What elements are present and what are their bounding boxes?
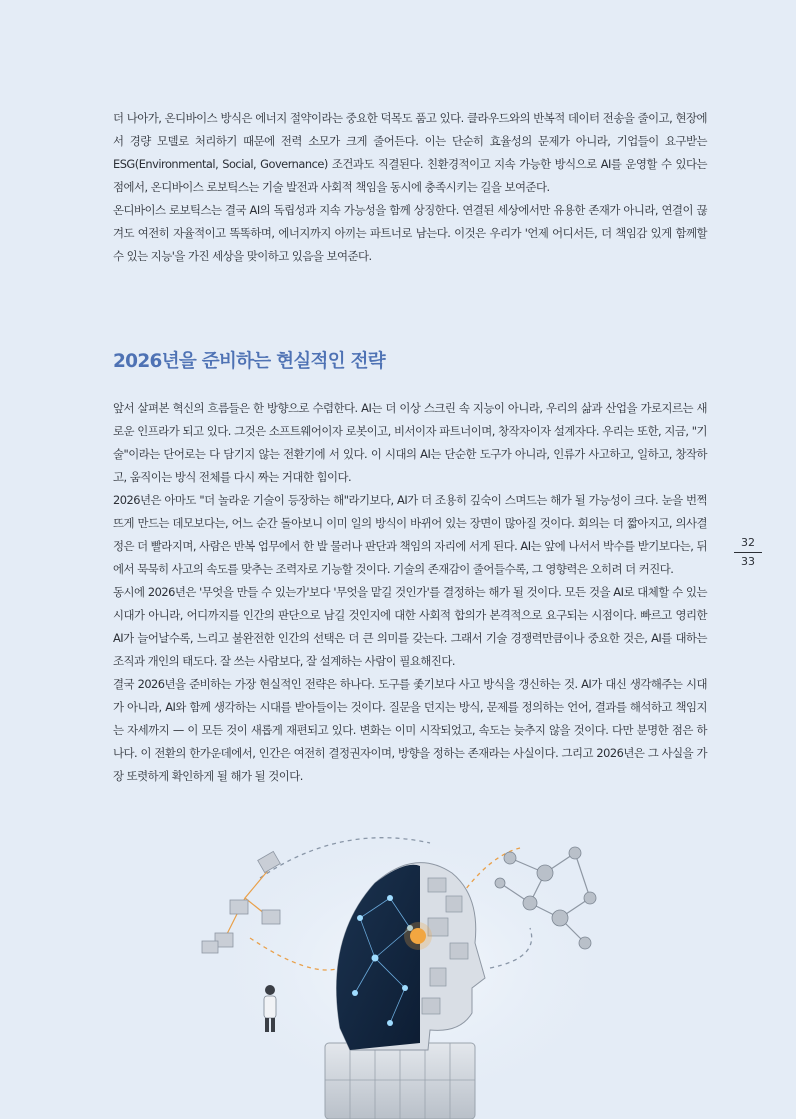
page-number-left: 32 xyxy=(741,536,755,549)
section-paragraph-3: 동시에 2026년은 '무엇을 만들 수 있는가'보다 '무엇을 맡길 것인가'를 결정하는 해가 될 것이다. 모든 것을 AI로 대체할 수 있는 시대가 아니라, 어디까지를 인간의 판단으로 남길 것인지에 대한 사회적 합의가 본격적으로 요구되는 시점이다. 빠르고 영리한 AI가 늘어날수록, 느리고 불완전한 인간의 선택은 더 큰 의미를 갖는다. 그래서 기술 경쟁력만큼이나 중요한 것은, AI를 대하는 조직과 개인의 태도다. 잘 쓰는 사람보다, 잘 설계하는 사람이 필요해진다. xyxy=(113,585,707,668)
page-number-divider xyxy=(734,552,762,553)
ai-head-illustration xyxy=(190,818,636,1119)
section-paragraph-1: 앞서 살펴본 혁신의 흐름들은 한 방향으로 수렴한다. AI는 더 이상 스크린 속 지능이 아니라, 우리의 삶과 산업을 가로지르는 새로운 인프라가 되고 있다. 그것은 소프트웨어이자 로봇이고, 비서이자 파트너이며, 창작자이자 설계자다. 우리는 또한, 지금, "기술"이라는 단어로는 다 담기지 않는 전환기에 서 있다. 이 시대의 AI는 단순한 도구가 아니라, 인류가 사고하고, 일하고, 창작하고, 움직이는 방식 전체를 다시 짜는 거대한 힘이다. xyxy=(113,401,707,484)
page-number xyxy=(730,535,766,570)
page-number-right: 33 xyxy=(741,555,755,568)
intro-paragraph-1: 더 나아가, 온디바이스 방식은 에너지 절약이라는 중요한 덕목도 품고 있다. 클라우드와의 반복적 데이터 전송을 줄이고, 현장에서 경량 모델로 처리하기 때문에 전력 소모가 크게 줄어든다. 이는 단순히 효율성의 문제가 아니라, 기업들이 요구받는 ESG(Environmental, Social, Governance) 조건과도 직결된다. 친환경적이고 지속 가능한 방식으로 AI를 운영할 수 있다는 점에서, 온디바이스 로보틱스는 기술 발전과 사회적 책임을 동시에 충족시키는 길을 보여준다. xyxy=(113,111,707,194)
intro-text xyxy=(113,107,707,268)
section-paragraph-2: 2026년은 아마도 "더 놀라운 기술이 등장하는 해"라기보다, AI가 더 조용히 깊숙이 스며드는 해가 될 가능성이 크다. 눈을 번쩍 뜨게 만드는 데모보다는, 어느 순간 돌아보니 이미 일의 방식이 바뀌어 있는 장면이 많아질 것이다. 회의는 더 짧아지고, 의사결정은 더 빨라지며, 사람은 반복 업무에서 한 발 물러나 판단과 책임의 자리에 서게 된다. AI는 앞에 나서서 박수를 받기보다는, 뒤에서 묵묵히 사고의 속도를 맞추는 조력자로 기능할 것이다. 기술의 존재감이 줄어들수록, 그 영향력은 오히려 더 커진다. xyxy=(113,493,707,576)
section-text xyxy=(113,397,707,788)
section-heading: 2026년을 준비하는 현실적인 전략 xyxy=(113,351,385,372)
section-paragraph-4: 결국 2026년을 준비하는 가장 현실적인 전략은 하나다. 도구를 좇기보다 사고 방식을 갱신하는 것. AI가 대신 생각해주는 시대가 아니라, AI와 함께 생각하는 시대를 받아들이는 것이다. 질문을 던지는 방식, 문제를 정의하는 언어, 결과를 해석하고 책임지는 자세까지 — 이 모든 것이 새롭게 재편되고 있다. 변화는 이미 시작되었고, 속도는 늦추지 않을 것이다. 다만 분명한 점은 하나다. 이 전환의 한가운데에서, 인간은 여전히 결정권자이며, 방향을 정하는 존재라는 사실이다. 그리고 2026년은 그 사실을 가장 또렷하게 확인하게 될 해가 될 것이다. xyxy=(113,677,707,783)
intro-paragraph-2: 온디바이스 로보틱스는 결국 AI의 독립성과 지속 가능성을 함께 상징한다. 연결된 세상에서만 유용한 존재가 아니라, 연결이 끊겨도 여전히 자율적이고 똑똑하며, 에너지까지 아끼는 파트너로 남는다. 이것은 우리가 '언제 어디서든, 더 책임감 있게 함께할 수 있는 지능'을 가진 세상을 맞이하고 있음을 보여준다. xyxy=(113,203,707,263)
